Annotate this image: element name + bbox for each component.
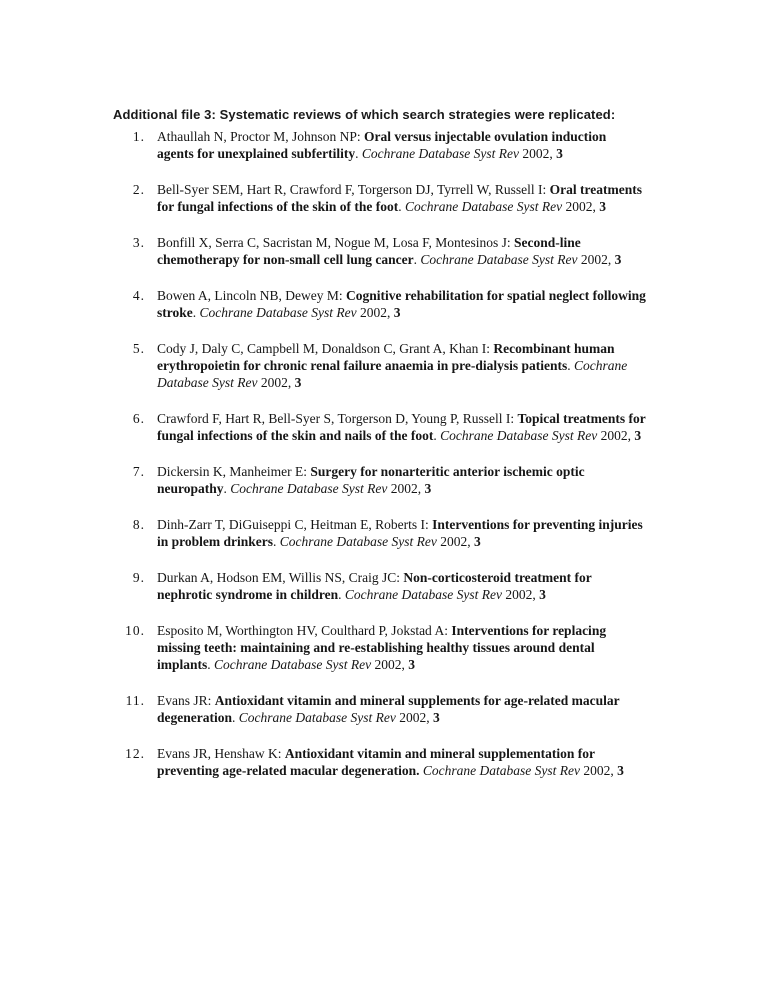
reference-issue: 3 [393,305,401,320]
reference-year: 2002, [371,657,409,672]
reference-year: 2002, [395,710,433,725]
reference-text [157,692,646,726]
reference-item [113,128,646,162]
reference-title: Topical treatments for fungal infections of the skin and nails of the foot [157,411,646,443]
reference-authors: Dickersin K, Manheimer E: [157,464,311,479]
reference-year: 2002, [579,763,618,778]
reference-title: Cognitive rehabilitation for spatial neglect following stroke [157,288,646,320]
reference-text [157,516,646,550]
reference-item [113,340,646,391]
reference-separator: . [355,146,362,161]
reference-title: Antioxidant vitamin and mineral supplementation for preventing age-related macular degeneration. [157,746,595,778]
reference-issue: 3 [556,146,563,161]
reference-year: 2002, [387,481,425,496]
reference-issue: 3 [408,657,415,672]
reference-item [113,569,646,603]
reference-year: 2002, [257,375,295,390]
reference-number: 1. [132,129,145,144]
reference-separator: . [567,358,574,373]
reference-separator: . [232,710,239,725]
reference-title: Second-line chemotherapy for non-small cell lung cancer [157,235,581,267]
reference-authors: Esposito M, Worthington HV, Coulthard P, Jokstad A: [157,623,452,638]
reference-text [157,234,646,268]
reference-issue: 3 [424,481,432,496]
reference-issue: 3 [599,199,606,214]
reference-authors: Bell-Syer SEM, Hart R, Crawford F, Torgerson DJ, Tyrrell W, Russell I: [157,182,550,197]
reference-separator: . [273,534,280,549]
reference-text [157,181,646,215]
reference-number: 12. [125,746,145,761]
reference-title: Oral versus injectable ovulation induction agents for unexplained subfertility [157,129,607,161]
reference-text [157,622,646,673]
reference-number: 5. [132,341,145,356]
reference-separator: . [433,428,441,443]
reference-number: 4. [132,288,145,303]
reference-title: Surgery for nonarteritic anterior ischemic optic neuropathy [157,464,585,496]
reference-authors: Evans JR: [157,693,215,708]
reference-item [113,410,646,444]
reference-item [113,516,646,550]
reference-issue: 3 [294,375,302,390]
reference-item [113,463,646,497]
reference-item [113,287,646,321]
reference-text [157,287,646,321]
reference-text [157,569,646,603]
reference-journal: Cochrane Database Syst Rev [279,534,437,549]
reference-title: Interventions for replacing missing teeth: maintaining and re-establishing healthy tissues around dental implants [157,623,607,672]
reference-text [157,340,646,391]
reference-journal: Cochrane Database Syst Rev [361,146,519,161]
reference-authors: Bowen A, Lincoln NB, Dewey M: [157,288,346,303]
reference-text [157,463,646,497]
reference-journal: Cochrane Database Syst Rev [199,305,357,320]
reference-title: Recombinant human erythropoietin for chronic renal failure anaemia in pre-dialysis patients [157,341,615,373]
reference-number: 7. [132,464,145,479]
reference-text [157,410,646,444]
reference-authors: Evans JR, Henshaw K: [157,746,285,761]
reference-year: 2002, [597,428,635,443]
reference-item [113,181,646,215]
reference-issue: 3 [539,587,546,602]
reference-separator: . [192,305,200,320]
reference-issue: 3 [614,252,622,267]
reference-journal: Cochrane Database Syst Rev [238,710,396,725]
reference-journal: Cochrane Database Syst Rev [344,587,502,602]
reference-issue: 3 [634,428,642,443]
reference-journal: Cochrane Database Syst Rev [422,763,580,778]
reference-authors: Dinh-Zarr T, DiGuiseppi C, Heitman E, Roberts I: [157,517,433,532]
reference-item [113,745,646,779]
reference-journal: Cochrane Database Syst Rev [440,428,598,443]
reference-authors: Athaullah N, Proctor M, Johnson NP: [157,129,364,144]
reference-journal: Cochrane Database Syst Rev [214,657,372,672]
reference-text [157,128,646,162]
reference-title: Antioxidant vitamin and mineral supplements for age-related macular degeneration [157,693,620,725]
reference-number: 6. [132,411,145,426]
reference-separator: . [207,657,215,672]
reference-number: 8. [132,517,145,532]
reference-number: 9. [132,570,145,585]
reference-title: Interventions for preventing injuries in problem drinkers [157,517,643,549]
reference-year: 2002, [436,534,474,549]
reference-year: 2002, [518,146,557,161]
reference-number: 2. [132,182,145,197]
reference-title: Oral treatments for fungal infections of the skin of the foot [157,182,642,214]
reference-authors: Bonfill X, Serra C, Sacristan M, Nogue M, Losa F, Montesinos J: [157,235,515,250]
reference-number: 10. [125,623,145,638]
reference-journal: Cochrane Database Syst Rev [230,481,388,496]
reference-year: 2002, [356,305,394,320]
reference-item [113,622,646,673]
reference-year: 2002, [502,587,540,602]
reference-issue: 3 [617,763,624,778]
reference-item [113,692,646,726]
reference-journal: Cochrane Database Syst Rev [420,252,578,267]
reference-title: Non-corticosteroid treatment for nephrotic syndrome in children [157,570,592,602]
page-title: Additional file 3: Systematic reviews of which search strategies were replicated: [113,107,616,122]
reference-list [113,128,646,779]
reference-separator: . [413,252,421,267]
reference-journal: Cochrane Database Syst Rev [405,199,563,214]
reference-year: 2002, [562,199,600,214]
reference-authors: Crawford F, Hart R, Bell-Syer S, Torgerson D, Young P, Russell I: [157,411,518,426]
reference-number: 3. [132,235,145,250]
reference-authors: Cody J, Daly C, Campbell M, Donaldson C, Grant A, Khan I: [157,341,494,356]
reference-journal: Cochrane Database Syst Rev [157,358,628,390]
reference-authors: Durkan A, Hodson EM, Willis NS, Craig JC: [157,570,404,585]
reference-issue: 3 [473,534,481,549]
reference-item [113,234,646,268]
reference-text [157,745,646,779]
reference-separator: . [338,587,345,602]
reference-separator: . [223,481,231,496]
reference-issue: 3 [432,710,440,725]
reference-number: 11. [125,693,145,708]
reference-year: 2002, [577,252,615,267]
reference-separator: . [398,199,405,214]
